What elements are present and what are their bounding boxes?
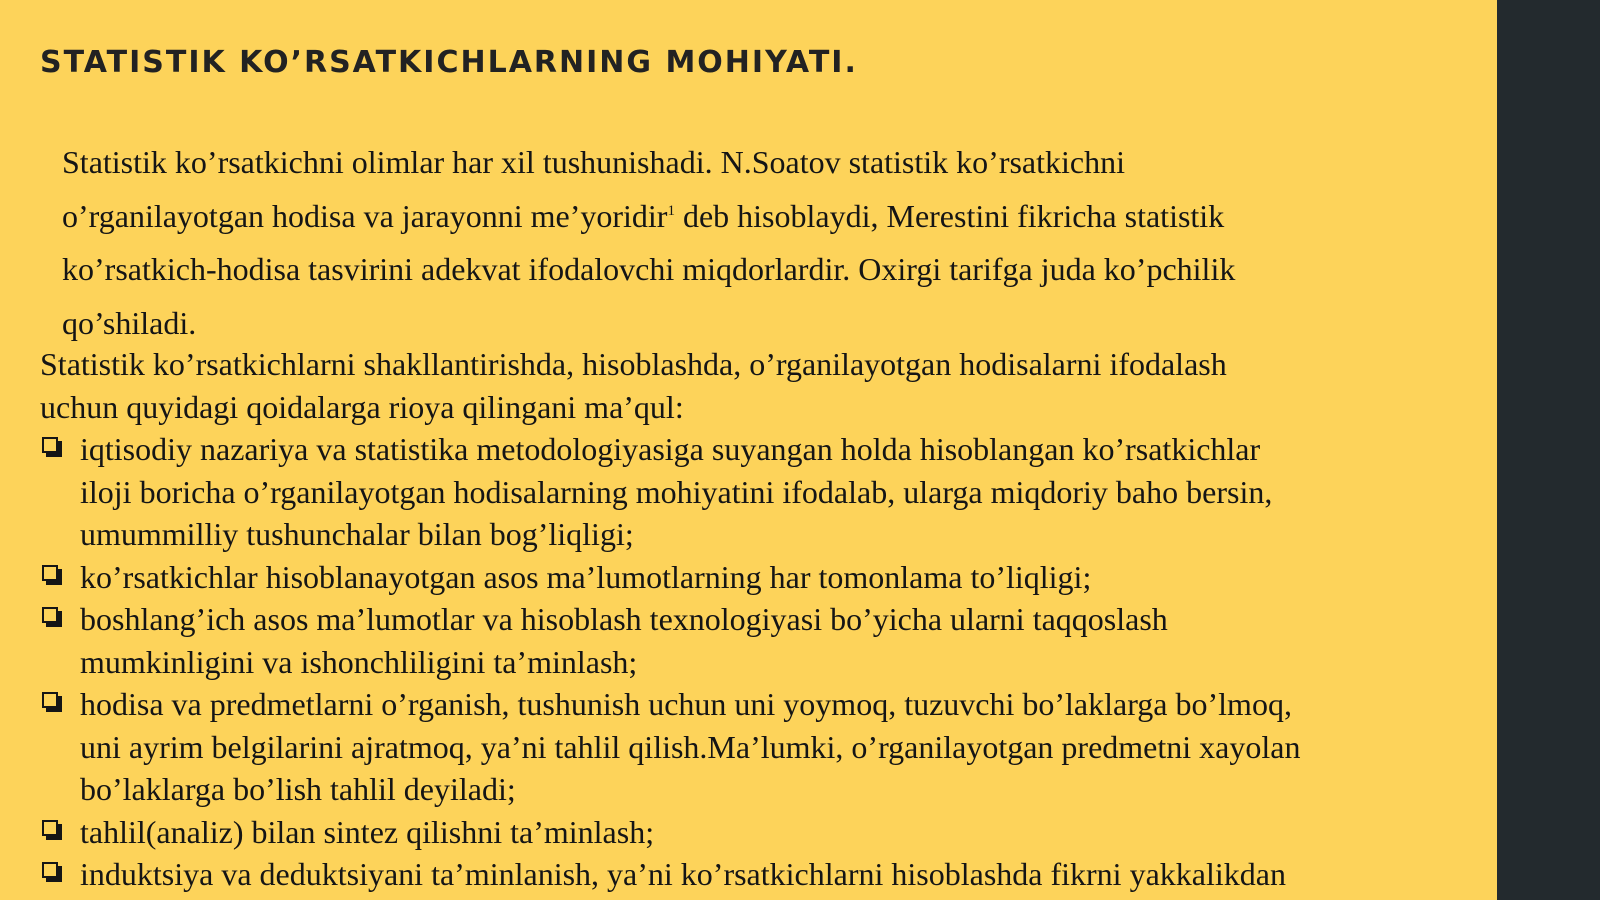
side-panel [1497,0,1600,900]
square-checkbox-icon [42,565,62,585]
square-checkbox-icon [42,862,62,882]
intro-text: o’rganilayotgan hodisa va jarayonni me’yoridir [62,197,668,234]
rule-bullet-item [40,598,1490,683]
rule-bullet-item [40,683,1490,811]
bullet-text-line: induktsiya va deduktsiyani ta’minlanish, ya’ni ko’rsatkichlarni hisoblashda fikrni yakkalikdan [80,856,1286,892]
footnote-ref[interactable]: 1 [667,202,675,219]
bullet-text-line: boshlang’ich asos ma’lumotlar va hisoblash texnologiyasi bo’yicha ularni taqqoslash [80,601,1168,637]
intro-line: ko’rsatkich-hodisa tasvirini adekvat ifodalovchi miqdorlardir. Oxirgi tarifga juda ko’pchilik [62,251,1236,287]
bullet-text-line: mumkinligini va ishonchliligini ta’minlash; [80,643,638,680]
intro-line: Statistik ko’rsatkichni olimlar har xil tushunishadi. N.Soatov statistik ko’rsatkichni [62,144,1125,180]
rules-intro-line: Statistik ko’rsatkichlarni shakllantirishda, hisoblashda, o’rganilayotgan hodisalarni ifodalash [40,346,1227,382]
rule-bullet-item [40,811,1490,854]
square-checkbox-icon [42,437,62,457]
rules-bullet-list [40,428,1490,896]
bullet-text-line: umummilliy tushunchalar bilan bog’liqligi; [80,516,634,552]
rules-intro-line: uchun quyidagi qoidalarga rioya qilingani ma’qul: [40,388,684,425]
square-checkbox-icon [42,820,62,840]
square-checkbox-icon [42,692,62,712]
slide-title: STATISTIK KO’RSATKICHLARNING MOHIYATI. [40,45,858,80]
bullet-text-line: iloji boricha o’rganilayotgan hodisalarning mohiyatini ifodalab, ularga miqdoriy baho bersin, [80,473,1273,510]
intro-line: qo’shiladi. [62,304,197,341]
rule-bullet-item [40,853,1490,896]
bullet-text-line: tahlil(analiz) bilan sintez qilishni ta’minlash; [80,813,655,850]
square-checkbox-icon [42,607,62,627]
rule-bullet-item [40,556,1490,599]
bullet-text-line: hodisa va predmetlarni o’rganish, tushunish uchun uni yoymoq, tuzuvchi bo’laklarga bo’lmoq, [80,686,1292,722]
bullet-text-line: ko’rsatkichlar hisoblanayotgan asos ma’lumotlarning har tomonlama to’liqligi; [80,558,1092,595]
bullet-text-line: iqtisodiy nazariya va statistika metodologiyasiga suyangan holda hisoblangan ko’rsatkichlar [80,431,1261,467]
bullet-text-line: uni ayrim belgilarini ajratmoq, ya’ni tahlil qilish.Ma’lumki, o’rganilayotgan predmetni xayolan [80,728,1301,765]
bullet-text-line: bo’laklarga bo’lish tahlil deyiladi; [80,771,516,807]
intro-line [62,190,1452,244]
rule-bullet-item [40,428,1490,556]
rules-intro-paragraph [40,343,1480,428]
intro-paragraph [62,136,1452,350]
intro-text: deb hisoblaydi, Merestini fikricha statistik [674,197,1225,234]
